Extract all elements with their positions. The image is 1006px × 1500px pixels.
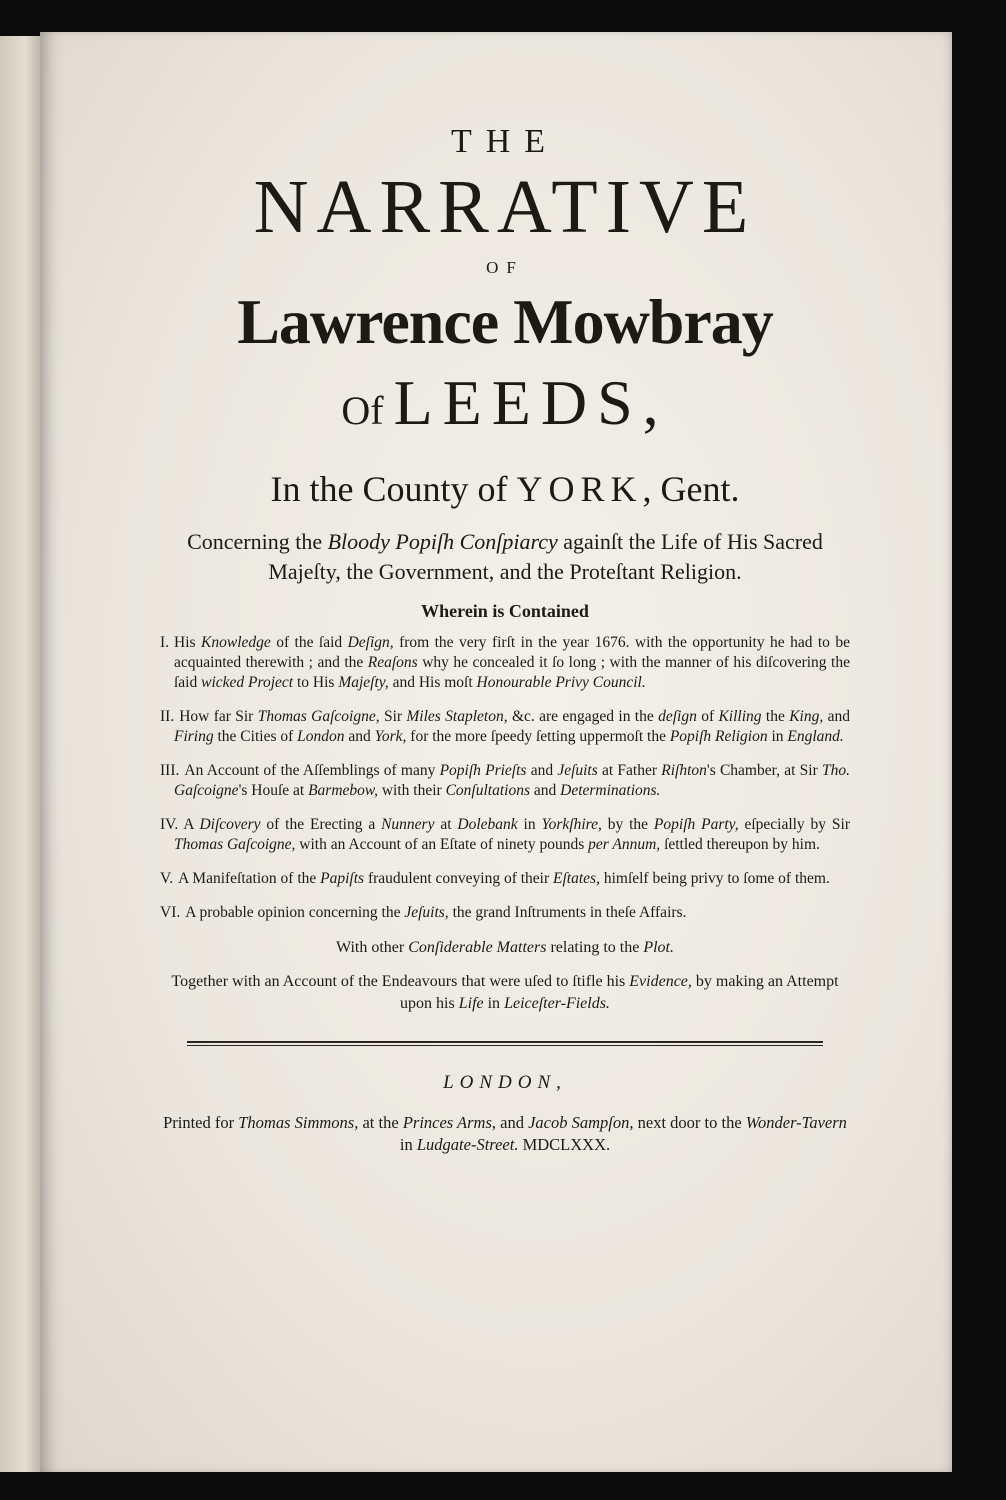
heading-the: THE — [450, 123, 560, 160]
contents-item-text: Eſtates, — [553, 870, 600, 887]
contents-item-text: London — [297, 728, 345, 745]
county-york: YORK — [516, 469, 643, 509]
contents-item-text: and — [823, 708, 850, 725]
contents-item-text: Papiſts — [320, 870, 365, 887]
contents-item-text: &c. are engaged in the — [507, 708, 659, 725]
contents-item-number: V. — [160, 870, 174, 887]
contents-item-text: and — [526, 762, 558, 779]
contents-item — [160, 707, 850, 747]
together-part: by making an Attempt upon his — [400, 973, 839, 1012]
contents-item-text: Diſcovery — [199, 816, 261, 833]
other-matters-line — [160, 937, 850, 959]
contents-item-text: A — [183, 816, 200, 833]
contents-item-text: A probable opinion concerning the — [185, 904, 405, 921]
author-name: Lawrence Mowbray — [237, 286, 773, 357]
contents-item-text: the grand Inſtruments in theſe Affairs. — [448, 904, 687, 921]
imprint-part: Thomas Simmons, — [238, 1113, 359, 1132]
contents-item-text: Thomas Gaſcoigne, — [174, 836, 296, 853]
contents-item-text: Thomas Gaſcoigne, — [257, 708, 380, 725]
concerning-part: Bloody Popiſh Conſpiarcy — [327, 529, 558, 554]
contents-item-number: I. — [160, 634, 170, 651]
imprint-city: LONDON, — [443, 1072, 567, 1093]
county-line — [160, 465, 850, 513]
contents-item-text: and His moſt — [388, 674, 477, 691]
county-suffix: , Gent. — [642, 469, 740, 509]
contents-item-text: Sir — [379, 708, 407, 725]
contents-item-text: Jeſuits, — [404, 904, 449, 921]
contents-item-text: Riſhton — [661, 762, 707, 779]
contents-item-text: with an Account of an Eſtate of ninety pounds — [295, 836, 589, 853]
imprint-part: Princes Arms — [402, 1113, 492, 1132]
imprint-part: in — [399, 1135, 417, 1154]
contents-item-text: An Account of the Aſſemblings of many — [184, 762, 440, 779]
contents-item-text: the Cities of — [213, 728, 298, 745]
imprint-part: Printed for — [163, 1113, 239, 1132]
contents-item-text: himſelf being privy to ſome of them. — [599, 870, 830, 887]
contents-item-text: Popiſh Party, — [653, 816, 739, 833]
contents-item-number: III. — [160, 762, 180, 779]
contents-item-text: at Father — [597, 762, 662, 779]
imprint-line — [160, 1112, 850, 1156]
imprint-part: Ludgate-Street. — [416, 1135, 519, 1154]
contents-item-text: Determinations. — [560, 782, 661, 799]
contents-item-text: ſettled thereupon by him. — [660, 836, 820, 853]
contents-item-text: 's Houſe at — [238, 782, 309, 799]
contents-item — [160, 815, 850, 855]
contents-item-text: Tho. Gaſcoigne — [174, 762, 850, 799]
imprint-part: MDCLXXX. — [518, 1135, 611, 1154]
contents-item-text: by the — [601, 816, 654, 833]
contents-item-text: A Manifeſtation of the — [178, 870, 321, 887]
contents-item-text: King, — [789, 708, 824, 725]
contents-item-number: VI. — [160, 904, 181, 921]
contents-item-text: His — [174, 634, 202, 651]
other-part: Conſiderable Matters — [408, 939, 547, 956]
together-part: Together with an Account of the Endeavours that were uſed to ſtifle his — [171, 973, 630, 990]
contents-item-text: England. — [787, 728, 844, 745]
heading-narrative: NARRATIVE — [253, 165, 757, 249]
facing-page-edge — [0, 36, 42, 1472]
wherein-heading: Wherein is Contained — [421, 601, 589, 621]
contents-item-text: Popiſh Religion — [669, 728, 768, 745]
together-paragraph — [160, 971, 850, 1015]
together-part: Leiceſter-Fields. — [504, 995, 610, 1012]
other-part: Plot. — [643, 939, 674, 956]
contents-item-text: 's Chamber, at Sir — [706, 762, 822, 779]
contents-item-text: with their — [377, 782, 446, 799]
place-line — [160, 362, 850, 461]
contents-item-text: per Annum, — [588, 836, 661, 853]
contents-item — [160, 903, 850, 923]
contents-item-text: Jeſuits — [557, 762, 598, 779]
contents-item-text: Killing — [718, 708, 762, 725]
contents-list — [160, 633, 850, 923]
heading-of: OF — [486, 258, 524, 277]
together-part: Life — [458, 995, 484, 1012]
contents-item-text: in — [767, 728, 788, 745]
contents-item-text: Yorkſhire, — [541, 816, 602, 833]
concerning-part: Concerning the — [187, 529, 328, 554]
contents-item-text: for the more ſpeedy ſetting uppermoſt the — [406, 728, 670, 745]
title-page-content — [160, 112, 850, 1156]
contents-item-text: How far Sir — [179, 708, 258, 725]
imprint-part: Wonder-Tavern — [745, 1113, 847, 1132]
imprint-part: Jacob Sampſon, — [528, 1113, 634, 1132]
divider-rule — [187, 1041, 823, 1046]
other-part: With other — [336, 939, 409, 956]
contents-item-text: and — [529, 782, 561, 799]
contents-item-text: Conſultations — [445, 782, 530, 799]
contents-item-text: and — [344, 728, 375, 745]
contents-item-text: in — [517, 816, 542, 833]
contents-item-text: York, — [374, 728, 407, 745]
other-part: relating to the — [546, 939, 644, 956]
imprint-part: next door to the — [633, 1113, 746, 1132]
concerning-part: againſt the Life of His Sacred Majeſty, the Government, and the Proteſtant Religion. — [268, 529, 823, 584]
contents-item-text: of — [696, 708, 719, 725]
imprint-part: , and — [491, 1113, 529, 1132]
together-part: Evidence, — [629, 973, 692, 990]
contents-item-text: fraudulent conveying of their — [364, 870, 554, 887]
concerning-paragraph — [160, 527, 850, 587]
contents-item-text: deſign — [658, 708, 697, 725]
place-leeds: LEEDS, — [393, 367, 669, 438]
imprint-part: at the — [358, 1113, 403, 1132]
contents-item-text: Reaſons — [367, 654, 418, 671]
contents-item-text: eſpecially by Sir — [738, 816, 850, 833]
contents-item-number: II. — [160, 708, 175, 725]
place-of: Of — [341, 388, 384, 433]
contents-item — [160, 633, 850, 693]
contents-item-number: IV. — [160, 816, 179, 833]
contents-item-text: Barmebow, — [308, 782, 378, 799]
contents-item-text: Majeſty, — [338, 674, 389, 691]
contents-item-text: the — [761, 708, 790, 725]
title-page — [40, 32, 952, 1472]
contents-item-text: to His — [293, 674, 339, 691]
contents-item-text: Miles Stapleton, — [406, 708, 508, 725]
contents-item-text: Popiſh Prieſts — [439, 762, 527, 779]
contents-item-text: Honourable Privy Council. — [476, 674, 646, 691]
contents-item-text: from the very firſt in the year 1676. with the opportunity he had to be acquainted therewith ; and the — [174, 634, 850, 671]
contents-item — [160, 761, 850, 801]
contents-item-text: of the ſaid — [270, 634, 348, 651]
contents-item-text: why he concealed it ſo long ; with the manner of his diſcovering the ſaid — [174, 654, 850, 691]
contents-item-text: wicked Project — [201, 674, 294, 691]
contents-item-text: Dolebank — [457, 816, 518, 833]
contents-item-text: Knowledge — [201, 634, 271, 651]
contents-item-text: Firing — [174, 728, 214, 745]
contents-item-text: at — [434, 816, 458, 833]
contents-item-text: Deſign, — [347, 634, 394, 651]
county-prefix: In the County of — [270, 469, 517, 509]
together-part: in — [483, 995, 505, 1012]
contents-item-text: Nunnery — [381, 816, 435, 833]
contents-item — [160, 869, 850, 889]
contents-item-text: of the Erecting a — [260, 816, 382, 833]
